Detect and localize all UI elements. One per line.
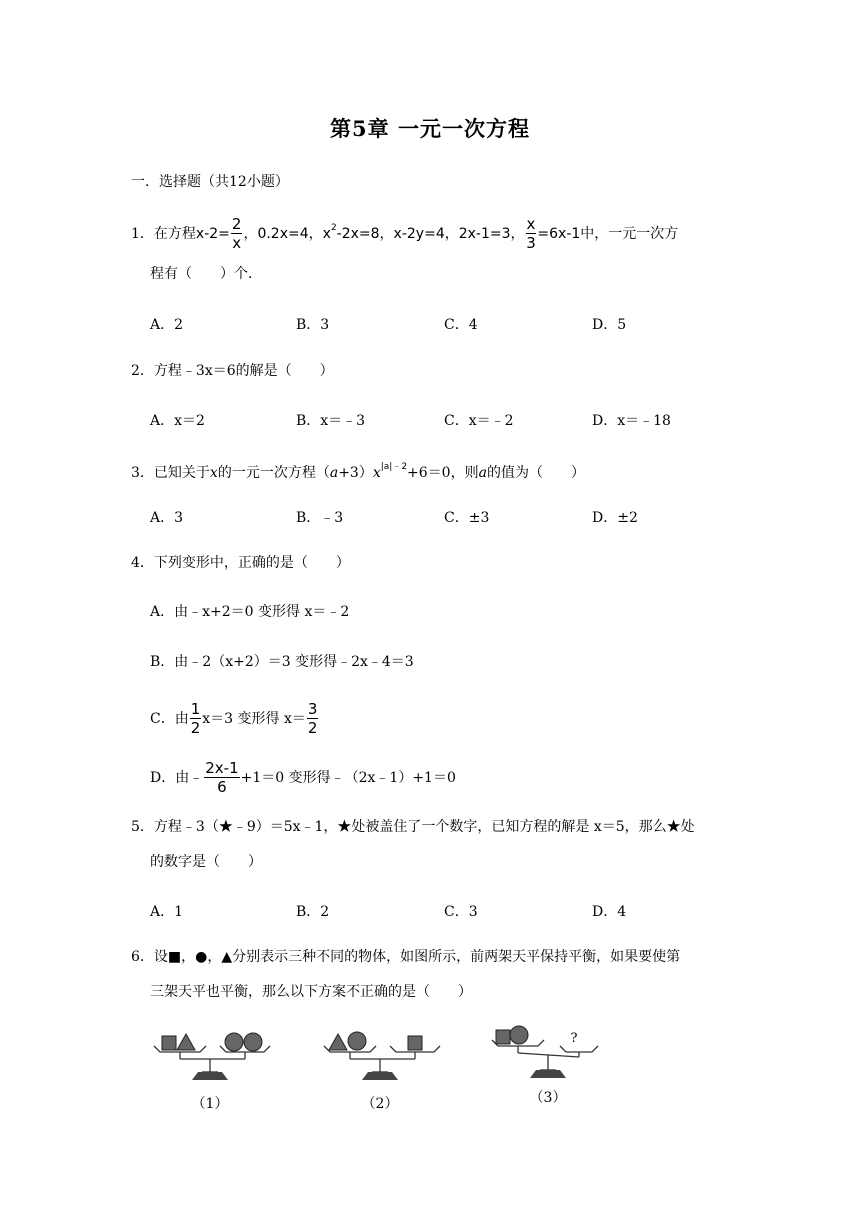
q4c-frac1-numerator: 1	[190, 700, 201, 718]
q3-var-a2: a	[478, 465, 487, 481]
q1-frac1-numerator: 2	[231, 215, 242, 233]
question-1-line-2: 程有（ ）个．	[150, 266, 262, 282]
q4d-fraction	[204, 761, 239, 795]
q4-option-c	[150, 702, 319, 736]
balance-scales-figure	[150, 1024, 620, 1124]
q3-option-c: C．±3	[444, 510, 490, 526]
question-3-stem	[131, 457, 585, 483]
q1-middle-text: ，0.2x=4，x	[243, 226, 331, 242]
q3-var-x: x	[209, 465, 218, 481]
q3-var-x2: x	[372, 465, 381, 481]
page-title: 第5章 一元一次方程	[330, 116, 530, 141]
q5-option-c: C．3	[444, 904, 478, 920]
scale-1-label: （1）	[191, 1096, 229, 1112]
q3-exponent: |a|﹣2	[380, 462, 408, 472]
square-icon	[408, 1036, 422, 1050]
question-1-stem	[131, 217, 678, 251]
triangle-icon	[329, 1034, 347, 1050]
q2-option-b: B．x＝﹣3	[296, 413, 366, 429]
q3-text-c: +3）	[338, 465, 373, 481]
q3-text-e: 的值为（ ）	[486, 465, 585, 481]
q4c-text-b: x＝3 变形得 x＝	[202, 711, 306, 727]
q1-stem-text: 1．在方程	[131, 226, 196, 242]
question-4-stem: 4．下列变形中，正确的是（ ）	[131, 555, 350, 571]
q1-frac1-denominator: x	[232, 234, 242, 252]
balance-scale-1	[154, 1033, 270, 1112]
q3-option-b: B．﹣3	[296, 510, 344, 526]
q3-text-d: +6＝0，则	[407, 465, 479, 481]
triangle-icon	[177, 1034, 195, 1050]
q1-eq6-right: =6x-1	[537, 226, 581, 242]
q5-option-d: D．4	[592, 904, 627, 920]
q3-text-b: 的一元一次方程（	[217, 465, 330, 481]
q5-option-a: A．1	[150, 904, 184, 920]
q4-option-a: A．由﹣x+2＝0 变形得 x＝﹣2	[150, 604, 350, 620]
q3-text-a: 3．已知关于	[131, 465, 210, 481]
q4d-text-a: D．由﹣	[150, 770, 204, 786]
question-mark: ?	[570, 1031, 578, 1046]
question-5-line-2: 的数字是（ ）	[150, 854, 262, 870]
q1-option-d: D．5	[592, 317, 627, 333]
q1-middle-text-2: -2x=8，x-2y=4，2x-1=3，	[336, 226, 525, 242]
scale-3-label: （3）	[529, 1090, 567, 1106]
square-icon	[496, 1030, 510, 1044]
q1-option-c: C．4	[444, 317, 478, 333]
q4d-text-b: +1＝0 变形得﹣（2x﹣1）+1＝0	[240, 770, 456, 786]
circle-icon	[244, 1033, 262, 1051]
q4-option-d	[150, 761, 456, 795]
q1-frac2-numerator: x	[526, 215, 536, 233]
q1-option-a: A．2	[150, 317, 184, 333]
circle-icon	[225, 1033, 243, 1051]
q4d-frac-numerator: 2x-1	[205, 759, 239, 777]
q2-option-c: C．x＝﹣2	[444, 413, 514, 429]
question-5-line-1: 5．方程﹣3（★﹣9）＝5x﹣1，★处被盖住了一个数字，已知方程的解是 x＝5，那么★处	[131, 819, 695, 835]
q4c-fraction-1	[190, 702, 202, 736]
q1-frac2-denominator: 3	[526, 234, 536, 252]
q1-eq1-left: x-2=	[195, 226, 230, 242]
q2-option-a: A．x＝2	[150, 413, 205, 429]
q4c-fraction-2	[307, 702, 319, 736]
square-icon	[162, 1036, 176, 1050]
q1-fraction-1	[231, 217, 243, 251]
q1-superscript: 2	[330, 223, 337, 233]
balance-scale-3	[492, 1026, 598, 1106]
q3-var-a: a	[329, 465, 339, 481]
section-heading: 一．选择题（共12小题）	[131, 174, 289, 190]
question-2-stem: 2．方程﹣3x＝6的解是（ ）	[131, 363, 334, 379]
q4-option-b: B．由﹣2（x+2）＝3 变形得﹣2x﹣4＝3	[150, 654, 414, 670]
q1-stem-end: 中，一元一次方	[580, 226, 679, 242]
question-6-line-1: 6．设■，●，▲分别表示三种不同的物体，如图所示，前两架天平保持平衡，如果要使第	[131, 949, 681, 965]
scale-2-label: （2）	[361, 1096, 399, 1112]
q4c-text-a: C．由	[150, 711, 189, 727]
q3-option-a: A．3	[150, 510, 184, 526]
q4c-frac1-denominator: 2	[190, 719, 201, 737]
q4c-frac2-denominator: 2	[307, 719, 318, 737]
circle-icon	[510, 1026, 528, 1044]
q4d-frac-denominator: 6	[217, 778, 227, 796]
balance-scale-2	[324, 1032, 440, 1112]
circle-icon	[348, 1032, 366, 1050]
q1-option-b: B．3	[296, 317, 330, 333]
question-6-line-2: 三架天平也平衡，那么以下方案不正确的是（ ）	[150, 984, 472, 1000]
q5-option-b: B．2	[296, 904, 330, 920]
q4c-frac2-numerator: 3	[307, 700, 318, 718]
q3-option-d: D．±2	[592, 510, 638, 526]
q2-option-d: D．x＝﹣18	[592, 413, 671, 429]
q1-fraction-2	[526, 217, 537, 251]
